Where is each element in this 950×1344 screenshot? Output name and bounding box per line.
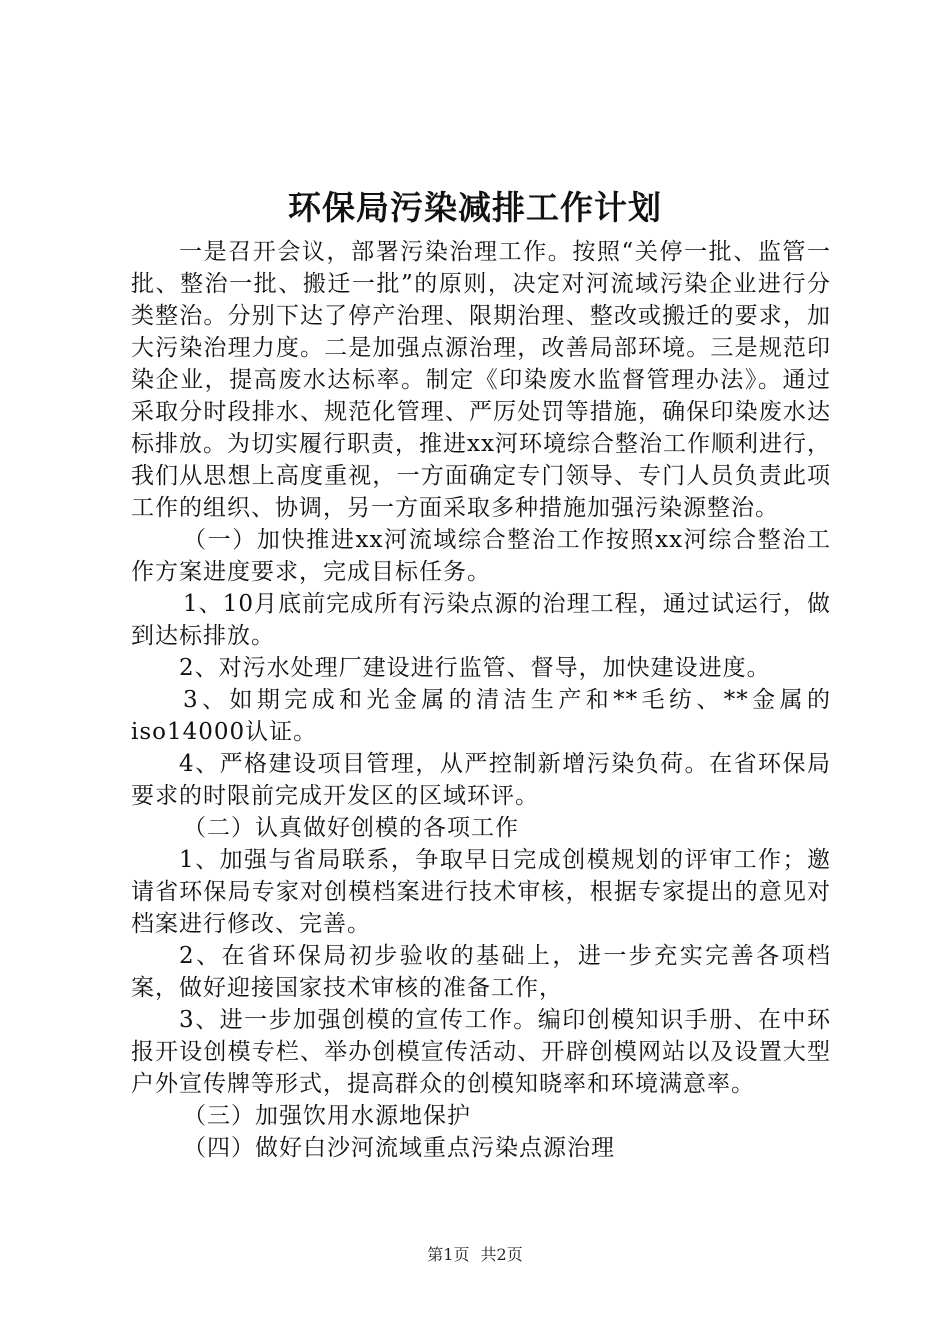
section-heading-1: （一）加快推进xx河流域综合整治工作按照xx河综合整治工作方案进度要求，完成目标任务。 xyxy=(131,527,831,585)
list-item: 2、在省环保局初步验收的基础上，进一步充实完善各项档案，做好迎接国家技术审核的准备工作， xyxy=(131,943,831,1001)
list-item: 4、严格建设项目管理，从严控制新增污染负荷。在省环保局要求的时限前完成开发区的区域环评。 xyxy=(131,751,831,809)
section-heading-3: （三）加强饮用水源地保护 xyxy=(183,1103,471,1129)
list-item: 1、10月底前完成所有污染点源的治理工程，通过试运行，做到达标排放。 xyxy=(131,591,831,649)
list-item: 2、对污水处理厂建设进行监管、督导，加快建设进度。 xyxy=(179,655,771,681)
document-body xyxy=(131,236,831,1164)
list-item: 3、进一步加强创模的宣传工作。编印创模知识手册、在中环报开设创模专栏、举办创模宣传活动、开辟创模网站以及设置大型户外宣传牌等形式，提高群众的创模知晓率和环境满意率。 xyxy=(131,1007,831,1097)
paragraph-intro: 一是召开会议，部署污染治理工作。按照“关停一批、监管一批、整治一批、搬迁一批”的原则，决定对河流域污染企业进行分类整治。分别下达了停产治理、限期治理、整改或搬迁的要求，加大污染治理力度。二是加强点源治理，改善局部环境。三是规范印染企业，提高废水达标率。制定《印染废水监督管理办法》。通过采取分时段排水、规范化管理、严厉处罚等措施，确保印染废水达标排放。为切实履行职责，推进xx河环境综合整治工作顺利进行，我们从思想上高度重视，一方面确定专门领导、专门人员负责此项工作的组织、协调，另一方面采取多种措施加强污染源整治。 xyxy=(131,239,831,521)
page-total: 共2页 xyxy=(480,1245,523,1264)
list-item: 1、加强与省局联系，争取早日完成创模规划的评审工作；邀请省环保局专家对创模档案进行技术审核，根据专家提出的意见对档案进行修改、完善。 xyxy=(131,847,831,937)
list-item: 3、如期完成和光金属的清洁生产和**毛纺、**金属的iso14000认证。 xyxy=(131,687,831,745)
document-title: 环保局污染减排工作计划 xyxy=(288,188,662,227)
section-heading-4: （四）做好白沙河流域重点污染点源治理 xyxy=(183,1135,615,1161)
page-footer xyxy=(0,1244,950,1266)
section-heading-2: （二）认真做好创模的各项工作 xyxy=(183,815,519,841)
page-number: 第1页 xyxy=(427,1245,470,1264)
